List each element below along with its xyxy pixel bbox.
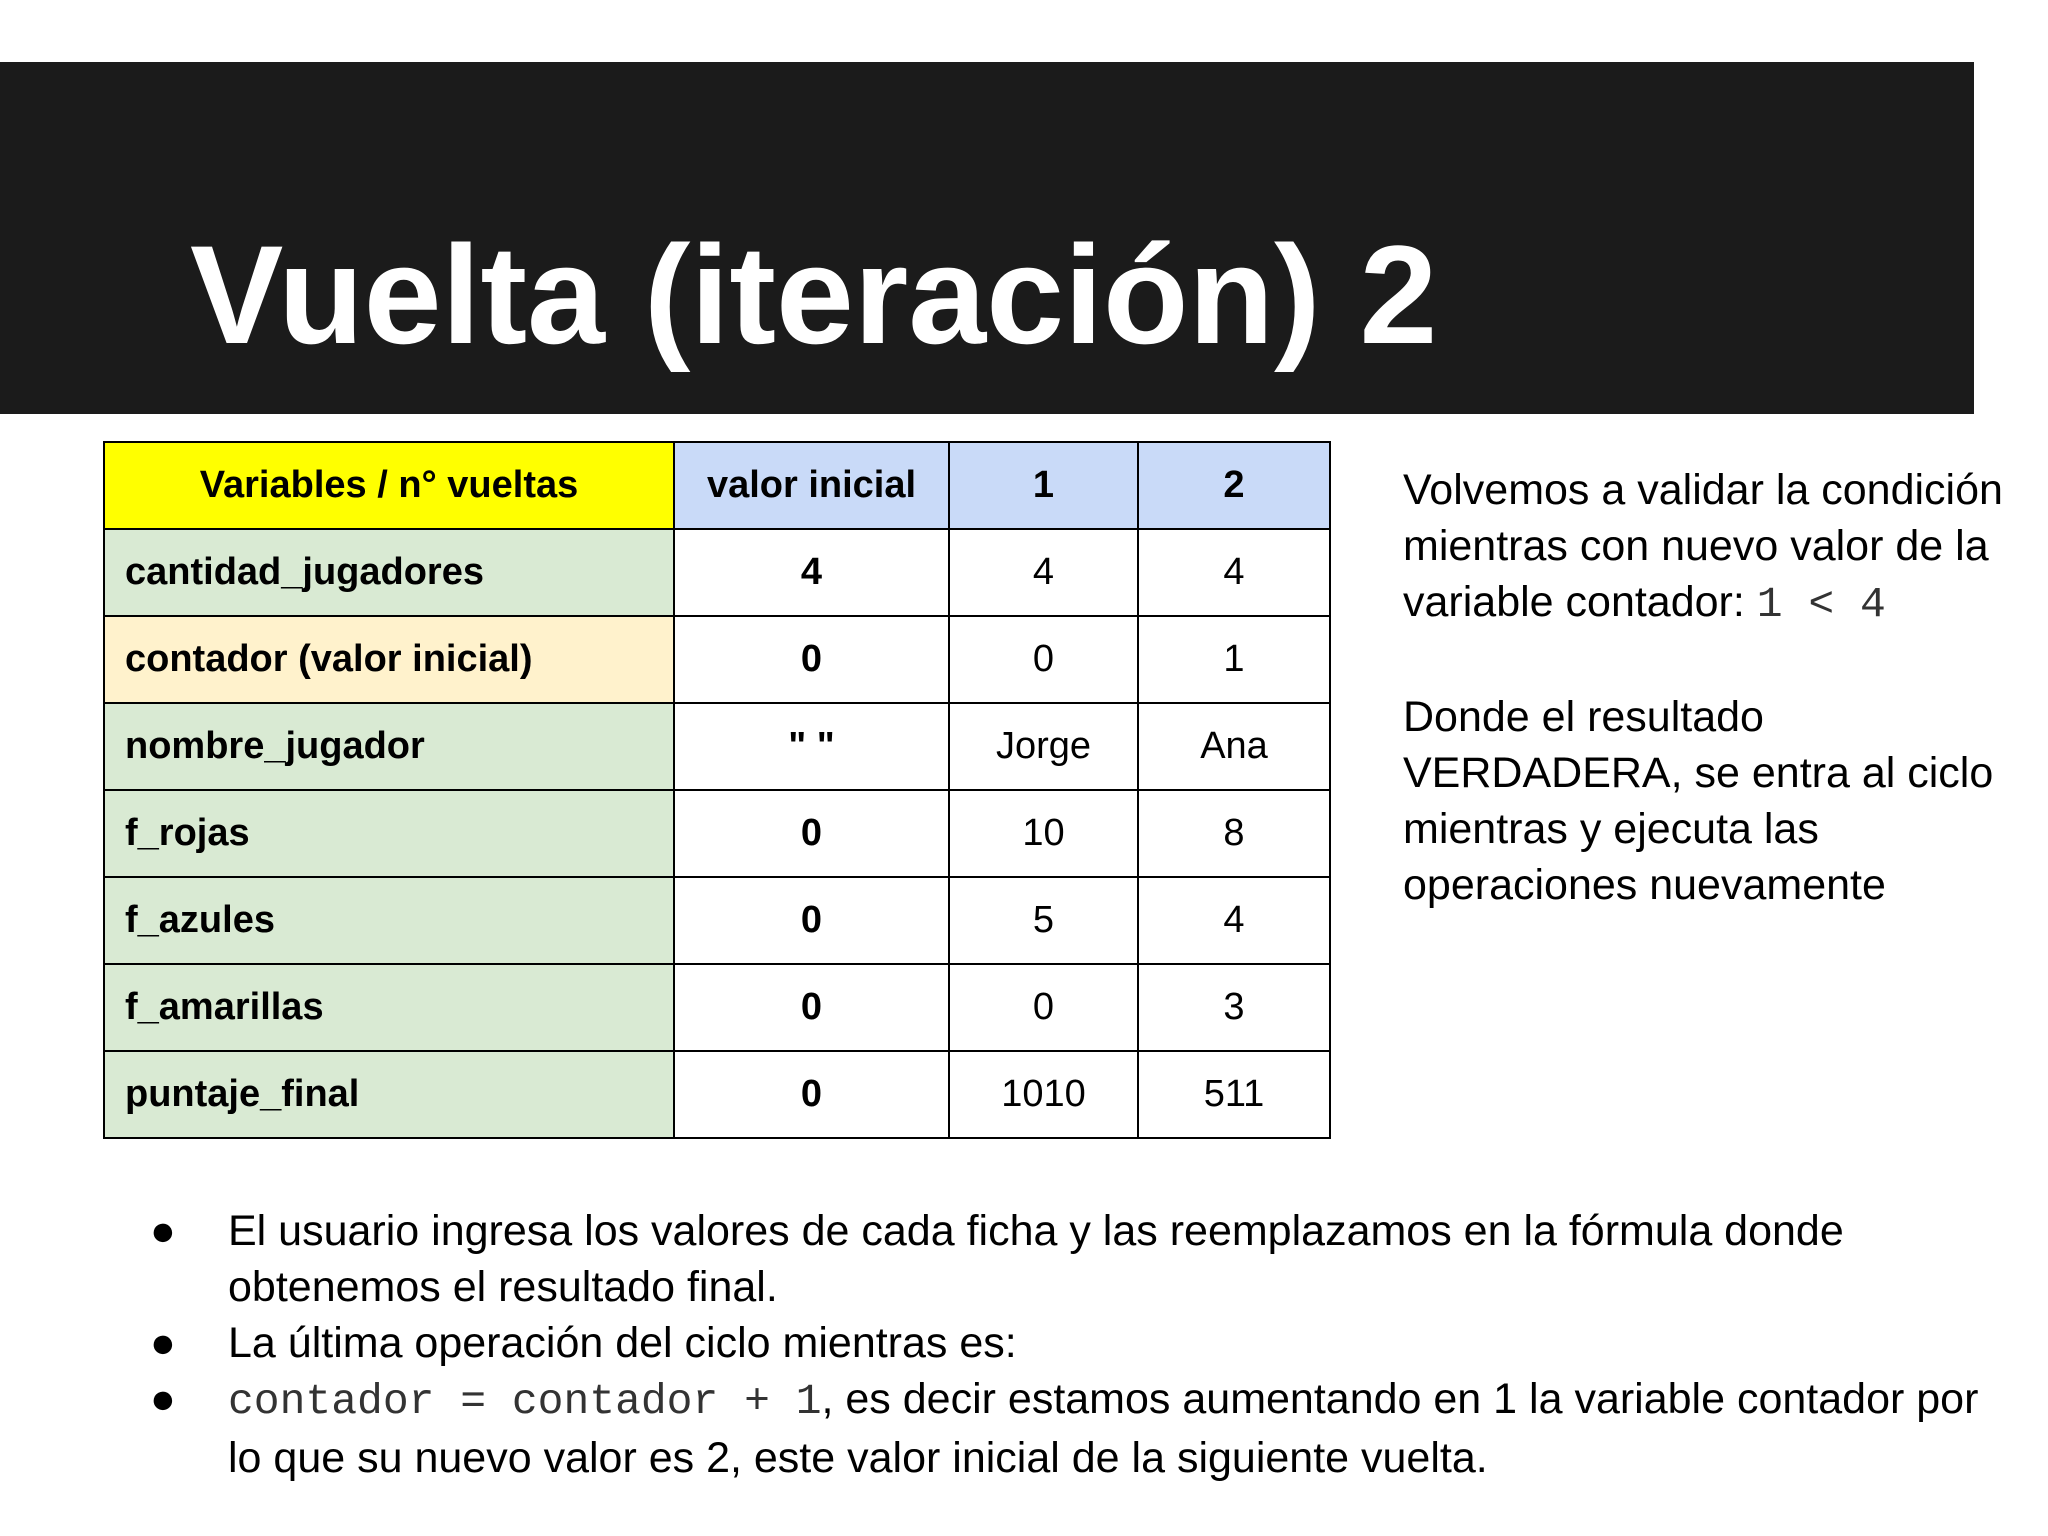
table-cell: 0 xyxy=(674,616,949,703)
list-item xyxy=(150,1315,1980,1371)
increment-code: contador = contador + 1 xyxy=(228,1377,822,1426)
variable-name-cell: f_amarillas xyxy=(104,964,674,1051)
side-note xyxy=(1403,462,2003,913)
table-row xyxy=(104,1051,1330,1138)
table-header-cell: 1 xyxy=(949,442,1138,529)
table-row xyxy=(104,616,1330,703)
table-cell: 4 xyxy=(1138,877,1330,964)
variable-name-cell: cantidad_jugadores xyxy=(104,529,674,616)
bullet-icon: ● xyxy=(150,1319,176,1367)
side-note-paragraph xyxy=(1403,462,2003,633)
list-item-text: La última operación del ciclo mientras es: xyxy=(228,1319,1017,1367)
variable-name-cell: nombre_jugador xyxy=(104,703,674,790)
slide-title: Vuelta (iteración) 2 xyxy=(190,216,1438,373)
table-cell: 3 xyxy=(1138,964,1330,1051)
table-row xyxy=(104,703,1330,790)
list-item-text: , es decir estamos aumentando en 1 la variable contador por lo que su nuevo valor es 2, este valor inicial de la siguiente vuelta. xyxy=(228,1375,1979,1482)
bullet-icon: ● xyxy=(150,1375,176,1423)
table-header-cell: valor inicial xyxy=(674,442,949,529)
table-cell: 0 xyxy=(674,877,949,964)
variable-name-cell: f_rojas xyxy=(104,790,674,877)
side-note-text: Volvemos a validar la condición mientras con nuevo valor de la variable contador: xyxy=(1403,466,2003,626)
variables-table xyxy=(103,441,1331,1139)
table-cell: 1010 xyxy=(949,1051,1138,1138)
table-cell: 0 xyxy=(674,790,949,877)
condition-code: 1 < 4 xyxy=(1756,580,1886,629)
table-cell: 4 xyxy=(949,529,1138,616)
table-row xyxy=(104,790,1330,877)
table-cell: " " xyxy=(674,703,949,790)
table-row xyxy=(104,529,1330,616)
list-item xyxy=(150,1371,1980,1486)
table-cell: 10 xyxy=(949,790,1138,877)
variable-name-cell: puntaje_final xyxy=(104,1051,674,1138)
list-item xyxy=(150,1203,1980,1315)
variable-name-cell: contador (valor inicial) xyxy=(104,616,674,703)
table-cell: 4 xyxy=(1138,529,1330,616)
side-note-paragraph: Donde el resultado VERDADERA, se entra al ciclo mientras y ejecuta las operaciones nuevamente xyxy=(1403,693,1994,909)
table-cell: 0 xyxy=(674,964,949,1051)
table-cell: 8 xyxy=(1138,790,1330,877)
table-cell: 0 xyxy=(674,1051,949,1138)
table-cell: Jorge xyxy=(949,703,1138,790)
table-cell: 1 xyxy=(1138,616,1330,703)
table-cell: 511 xyxy=(1138,1051,1330,1138)
variable-name-cell: f_azules xyxy=(104,877,674,964)
bullet-icon: ● xyxy=(150,1207,176,1255)
table-row xyxy=(104,877,1330,964)
table-row xyxy=(104,964,1330,1051)
table-cell: 5 xyxy=(949,877,1138,964)
table-cell: 4 xyxy=(674,529,949,616)
table-cell: 0 xyxy=(949,964,1138,1051)
table-header-cell: 2 xyxy=(1138,442,1330,529)
bullet-list xyxy=(150,1203,1980,1486)
table-header-row xyxy=(104,442,1330,529)
table-header-cell: Variables / n° vueltas xyxy=(104,442,674,529)
table-cell: 0 xyxy=(949,616,1138,703)
table-cell: Ana xyxy=(1138,703,1330,790)
list-item-text: El usuario ingresa los valores de cada ficha y las reemplazamos en la fórmula donde obtenemos el resultado final. xyxy=(228,1207,1844,1311)
